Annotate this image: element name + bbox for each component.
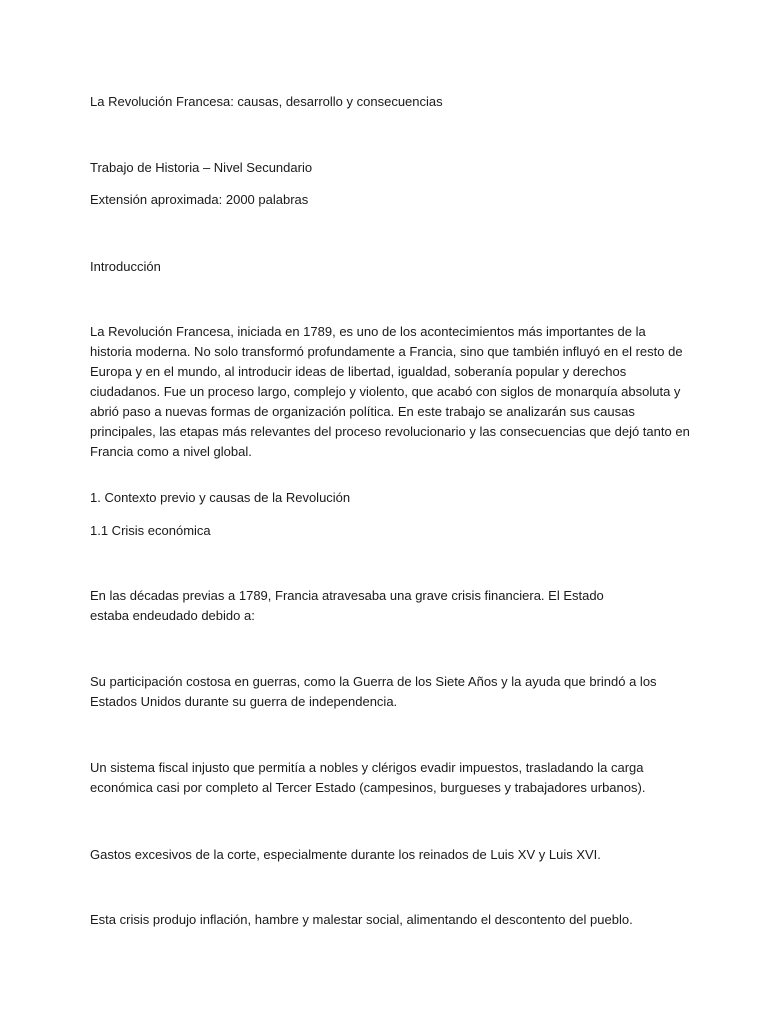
- cause-item: Un sistema fiscal injusto que permitía a nobles y clérigos evadir impuestos, trasladando la carga económica casi por completo al Tercer Estado (campesinos, burgueses y trabajadores urbanos).: [90, 760, 646, 795]
- subsection-intro: En las décadas previas a 1789, Francia atravesaba una grave crisis financiera. El Estado estaba endeudado debido a:: [90, 588, 604, 623]
- document-title: La Revolución Francesa: causas, desarrollo y consecuencias: [90, 94, 443, 109]
- subsection-heading: 1.1 Crisis económica: [90, 523, 211, 538]
- intro-heading: Introducción: [90, 259, 161, 274]
- cause-item: Su participación costosa en guerras, como la Guerra de los Siete Años y la ayuda que brindó a los Estados Unidos durante su guerra de independencia.: [90, 674, 657, 709]
- document-subtitle: Trabajo de Historia – Nivel Secundario: [90, 160, 313, 175]
- conclusion-line: Esta crisis produjo inflación, hambre y malestar social, alimentando el descontento del pueblo.: [90, 912, 633, 927]
- document-length: Extensión aproximada: 2000 palabras: [90, 192, 309, 207]
- intro-paragraph: La Revolución Francesa, iniciada en 1789, es uno de los acontecimientos más importantes de la historia moderna. No solo transformó profundamente a Francia, sino que también influyó en el resto de Europa y en el mundo, al introducir ideas de libertad, igualdad, soberanía popular y derechos ciudadanos. Fue un proceso largo, complejo y violento, que acabó con siglos de monarquía absoluta y abrió paso a nuevas formas de organización política. En este trabajo se analizarán sus causas principales, las etapas más relevantes del proceso revolucionario y las consecuencias que dejó tanto en Francia como a nivel global.: [90, 324, 690, 459]
- section-heading: 1. Contexto previo y causas de la Revolución: [90, 490, 351, 505]
- cause-item: Gastos excesivos de la corte, especialmente durante los reinados de Luis XV y Luis XVI.: [90, 847, 601, 862]
